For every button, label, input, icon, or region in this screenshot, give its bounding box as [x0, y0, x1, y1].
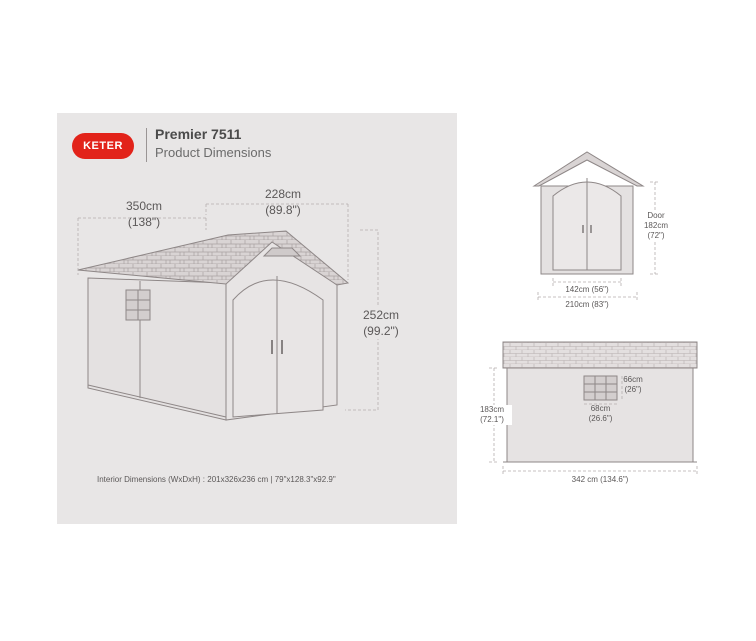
width-label: [248, 186, 318, 218]
depth-label: [114, 198, 174, 230]
wall-height-in: (72.1"): [480, 415, 504, 424]
keter-logo: KETER: [72, 133, 134, 159]
window-width-in: (26.6"): [588, 414, 613, 423]
shed-side-wall: [88, 278, 226, 420]
door-height-label: [636, 211, 676, 241]
window-width-cm: 68cm: [590, 404, 611, 413]
door-width-label: 142cm (56"): [565, 285, 609, 294]
door-cm: 182cm: [643, 221, 668, 230]
shed-3d-drawing: [78, 231, 348, 420]
height-label: [351, 307, 411, 339]
front-width-label: 210cm (83"): [565, 300, 609, 309]
height-in: (99.2"): [363, 324, 399, 338]
depth-in: (138"): [127, 215, 161, 229]
interior-dimensions-note: Interior Dimensions (WxDxH) : 201x326x236 cm | 79"x128.3"x92.9": [97, 475, 336, 484]
product-subtitle: Product Dimensions: [155, 145, 272, 160]
width-in: (89.8"): [265, 203, 301, 217]
window-height-in: (26"): [624, 385, 642, 394]
window-height-cm: 66cm: [623, 375, 643, 384]
wall-height-cm: 183cm: [479, 405, 504, 414]
wall-height-label: [472, 405, 512, 425]
shed-front-view: [534, 152, 643, 274]
side-length-label: 342 cm (134.6"): [555, 475, 645, 485]
door-in: (72"): [647, 231, 665, 240]
height-cm: 252cm: [362, 308, 400, 322]
window-height-label: [618, 375, 648, 395]
shed-door: [233, 280, 323, 417]
shed-side-view: [503, 342, 697, 462]
product-title: Premier 7511: [155, 126, 242, 142]
width-cm: 228cm: [264, 187, 302, 201]
door-label: Door: [647, 211, 665, 220]
depth-cm: 350cm: [125, 199, 163, 213]
window-width-label: [584, 404, 617, 424]
